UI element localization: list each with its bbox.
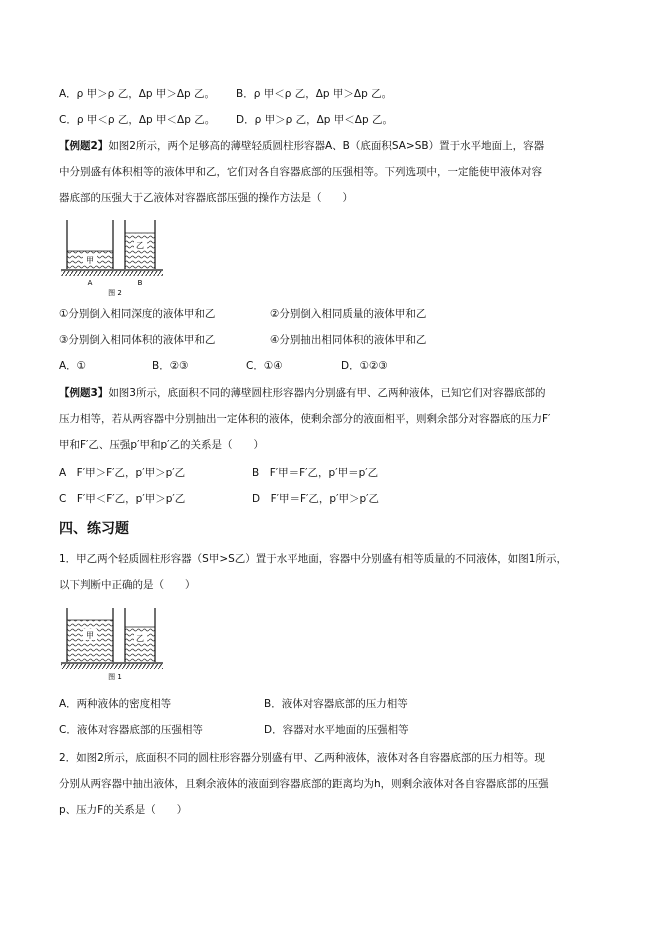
example2-choice2: ②分别倒入相同质量的液体甲和乙 (270, 308, 427, 320)
figure-1-liquid-left: 甲 (86, 631, 94, 640)
example2-opt-b: B．②③ (152, 360, 189, 372)
example2-tag: 【例题2】 (59, 140, 109, 152)
q2-line2: 分别从两容器中抽出液体，且剩余液体的液面到容器底部的距离均为h，则剩余液体对各自容器底部的压强 (59, 778, 549, 790)
example3-opt-c: C F′甲＜F′乙，p′甲＞p′乙 (59, 493, 186, 505)
figure-1-caption: 图 1 (108, 673, 122, 681)
figure-2-liquid-right: 乙 (136, 241, 144, 250)
q1-opt-c: C．液体对容器底部的压强相等 (59, 724, 203, 736)
top-option-c: C．ρ 甲＜ρ 乙，Δp 甲＜Δp 乙。 (59, 114, 216, 126)
example2-opt-a: A．① (59, 360, 87, 372)
section-title: 四、练习题 (59, 521, 129, 537)
example3-tag: 【例题3】 (59, 387, 109, 399)
figure-2-label-b: B (137, 279, 143, 287)
q1-opt-d: D．容器对水平地面的压强相等 (264, 724, 409, 736)
example2-line3: 器底部的压强大于乙液体对容器底部压强的操作方法是（ ） (59, 192, 353, 204)
example2-opt-d: D．①②③ (341, 360, 388, 372)
q2-line1: 2．如图2所示，底面积不同的圆柱形容器分别盛有甲、乙两种液体，液体对各自容器底部的压力相等。现 (59, 752, 545, 764)
figure-2-label-a: A (87, 279, 93, 287)
q2-line3: p、压力F的关系是（ ） (59, 804, 188, 816)
example2-choice3: ③分别倒入相同体积的液体甲和乙 (59, 334, 216, 346)
example3-line2: 压力相等，若从两容器中分别抽出一定体积的液体，使剩余部分的液面相平，则剩余部分对容器底的压力F′ (59, 413, 551, 425)
q1-line1: 1．甲乙两个轻质圆柱形容器（S甲>S乙）置于水平地面，容器中分别盛有相等质量的不同液体，如图1所示， (59, 553, 567, 565)
q1-opt-b: B．液体对容器底部的压力相等 (264, 698, 408, 710)
example2-text1: 如图2所示，两个足够高的薄壁轻质圆柱形容器A、B（底面积SA>SB）置于水平地面上，容器 (108, 140, 545, 152)
example3-line1 (59, 385, 546, 401)
top-option-b: B．ρ 甲＜ρ 乙，Δp 甲＞Δp 乙。 (236, 88, 393, 100)
figure-2-liquid-left: 甲 (86, 256, 94, 265)
example2-line2: 中分别盛有体积相等的液体甲和乙，它们对各自容器底部的压强相等。下列选项中，一定能使甲液体对容 (59, 166, 542, 178)
example2-choice4: ④分别抽出相同体积的液体甲和乙 (270, 334, 427, 346)
example2-opt-c: C．①④ (246, 360, 283, 372)
figure-1-liquid-right: 乙 (136, 634, 144, 643)
example3-text1: 如图3所示，底面积不同的薄壁圆柱形容器内分别盛有甲、乙两种液体，已知它们对容器底部的 (108, 387, 546, 399)
example2-line1 (59, 138, 544, 154)
figure-1 (59, 602, 169, 682)
example2-choice1: ①分别倒入相同深度的液体甲和乙 (59, 308, 216, 320)
top-option-a: A．ρ 甲＞ρ 乙，Δp 甲＞Δp 乙。 (59, 88, 216, 100)
figure-2-caption: 图 2 (108, 289, 122, 297)
example3-line3: 甲和F′乙、压强p′甲和p′乙的关系是（ ） (59, 439, 265, 451)
q1-line2: 以下判断中正确的是（ ） (59, 579, 196, 591)
q1-opt-a: A．两种液体的密度相等 (59, 698, 172, 710)
example3-opt-b: B F′甲＝F′乙，p′甲＝p′乙 (252, 467, 379, 479)
example3-opt-a: A F′甲＞F′乙，p′甲＞p′乙 (59, 467, 186, 479)
top-option-d: D．ρ 甲＞ρ 乙，Δp 甲＜Δp 乙。 (236, 114, 393, 126)
figure-2 (59, 214, 169, 300)
example3-opt-d: D F′甲＝F′乙，p′甲＞p′乙 (252, 493, 380, 505)
